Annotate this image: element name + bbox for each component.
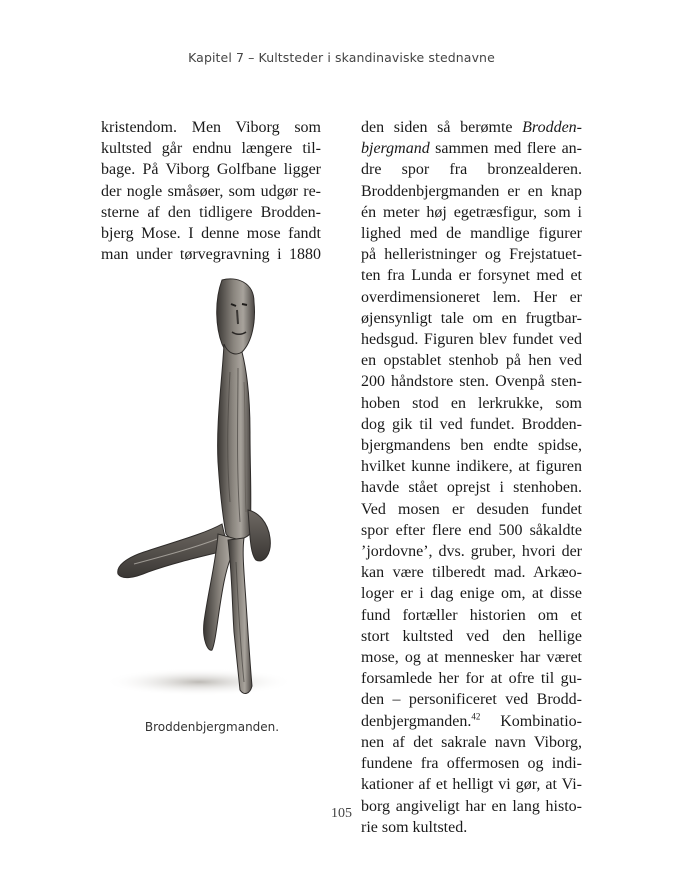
- text-line: kan være tilberedt mad. Arkæo-: [361, 564, 582, 582]
- text-line: bage. På Viborg Golfbane ligger: [101, 161, 321, 179]
- text-line: hvilket kunne indikere, at figuren: [361, 458, 582, 476]
- text-line: sterne af den tidligere Brodden-: [101, 203, 321, 221]
- figure-left-leg: [118, 524, 228, 578]
- text-line: én meter høj egetræsfigur, som i: [361, 203, 582, 221]
- text-line: rie som kultsted.: [361, 818, 468, 836]
- text-line: denbjergmanden.$^{42}$ Kombinatio-: [361, 711, 582, 730]
- text-line: fundene fra offermosen og indi-: [361, 755, 582, 773]
- text-line: dog gik til ved fundet. Brodden-: [361, 415, 582, 433]
- figure-head: [217, 279, 255, 355]
- text-line: 200 håndstore sten. Ovenpå sten-: [361, 373, 582, 391]
- broddenbjergmanden-illustration: [104, 272, 319, 712]
- text-line: lighed med de mandlige figurer: [361, 225, 582, 243]
- text-line: overdimensioneret lem. Her er: [361, 288, 582, 306]
- text-line: øjensynligt tale om en frugtbar-: [361, 309, 582, 327]
- text-line: hoben stod en lerkrukke, som: [361, 394, 582, 412]
- figure-stump: [248, 510, 270, 561]
- left-column: [101, 117, 321, 265]
- text-line: hedsgud. Figuren blev fundet ved: [361, 331, 582, 349]
- text-line: en opstablet stenhob på hen ved: [361, 352, 582, 370]
- text-line: kultsted går endnu længere til-: [101, 140, 321, 158]
- figure-nose: [237, 310, 238, 324]
- text-line: Broddenbjergmanden er en knap: [361, 182, 582, 200]
- wooden-figure-drawing: [104, 272, 319, 712]
- figure-caption: Broddenbjergmanden.: [144, 720, 280, 734]
- text-line: spor efter flere end 500 såkaldte: [361, 521, 582, 539]
- text-line: den – personificeret ved Brodd-: [361, 691, 582, 709]
- running-header: Kapitel 7 – Kultsteder i skandinaviske stednavne: [188, 50, 495, 65]
- text-line: kristendom. Men Viborg som: [101, 119, 321, 136]
- text-line: stort kultsted ved den hellige: [361, 627, 582, 645]
- text-line: bjergmand sammen med flere an-: [361, 140, 582, 158]
- ground-shadow: [104, 668, 294, 696]
- text-line: loger er i dag enige om, at disse: [361, 585, 582, 603]
- text-line: borg angiveligt har en lang histo-: [361, 797, 582, 815]
- page-number: 105: [331, 806, 352, 821]
- text-line: på helleristninger og Frejstatuet-: [361, 246, 582, 264]
- figure-eye-right: [242, 304, 247, 305]
- text-line: forsamlede her for at ofre til gu-: [361, 670, 582, 688]
- footnote-reference: 42: [471, 711, 481, 722]
- text-line: Ved mosen er desuden fundet: [361, 500, 582, 518]
- text-line: dre spor fra bronzealderen.: [361, 161, 582, 179]
- text-line: bjerg Mose. I denne mose fandt: [101, 225, 321, 243]
- text-line: havde stået oprejst i stenhoben.: [361, 479, 582, 497]
- text-line: man under tørvegravning i 1880: [101, 246, 321, 264]
- right-column: [361, 117, 582, 838]
- text-line: ten fra Lunda er forsynet med et: [361, 267, 582, 285]
- text-line: kationer af et helligt vi gør, at Vi-: [361, 776, 582, 794]
- text-line: fund fortæller historien om et: [361, 606, 582, 624]
- text-line: bjergmandens ben endte spidse,: [361, 437, 582, 455]
- text-line: mose, og at mennesker har været: [361, 649, 582, 667]
- text-line: der nogle småsøer, som udgør re-: [101, 182, 321, 200]
- text-line: nen af det sakrale navn Viborg,: [361, 733, 582, 751]
- text-line: den siden så berømte Brodden-: [361, 119, 582, 136]
- text-line: ’jordovne’, dvs. gruber, hvori der: [361, 543, 582, 561]
